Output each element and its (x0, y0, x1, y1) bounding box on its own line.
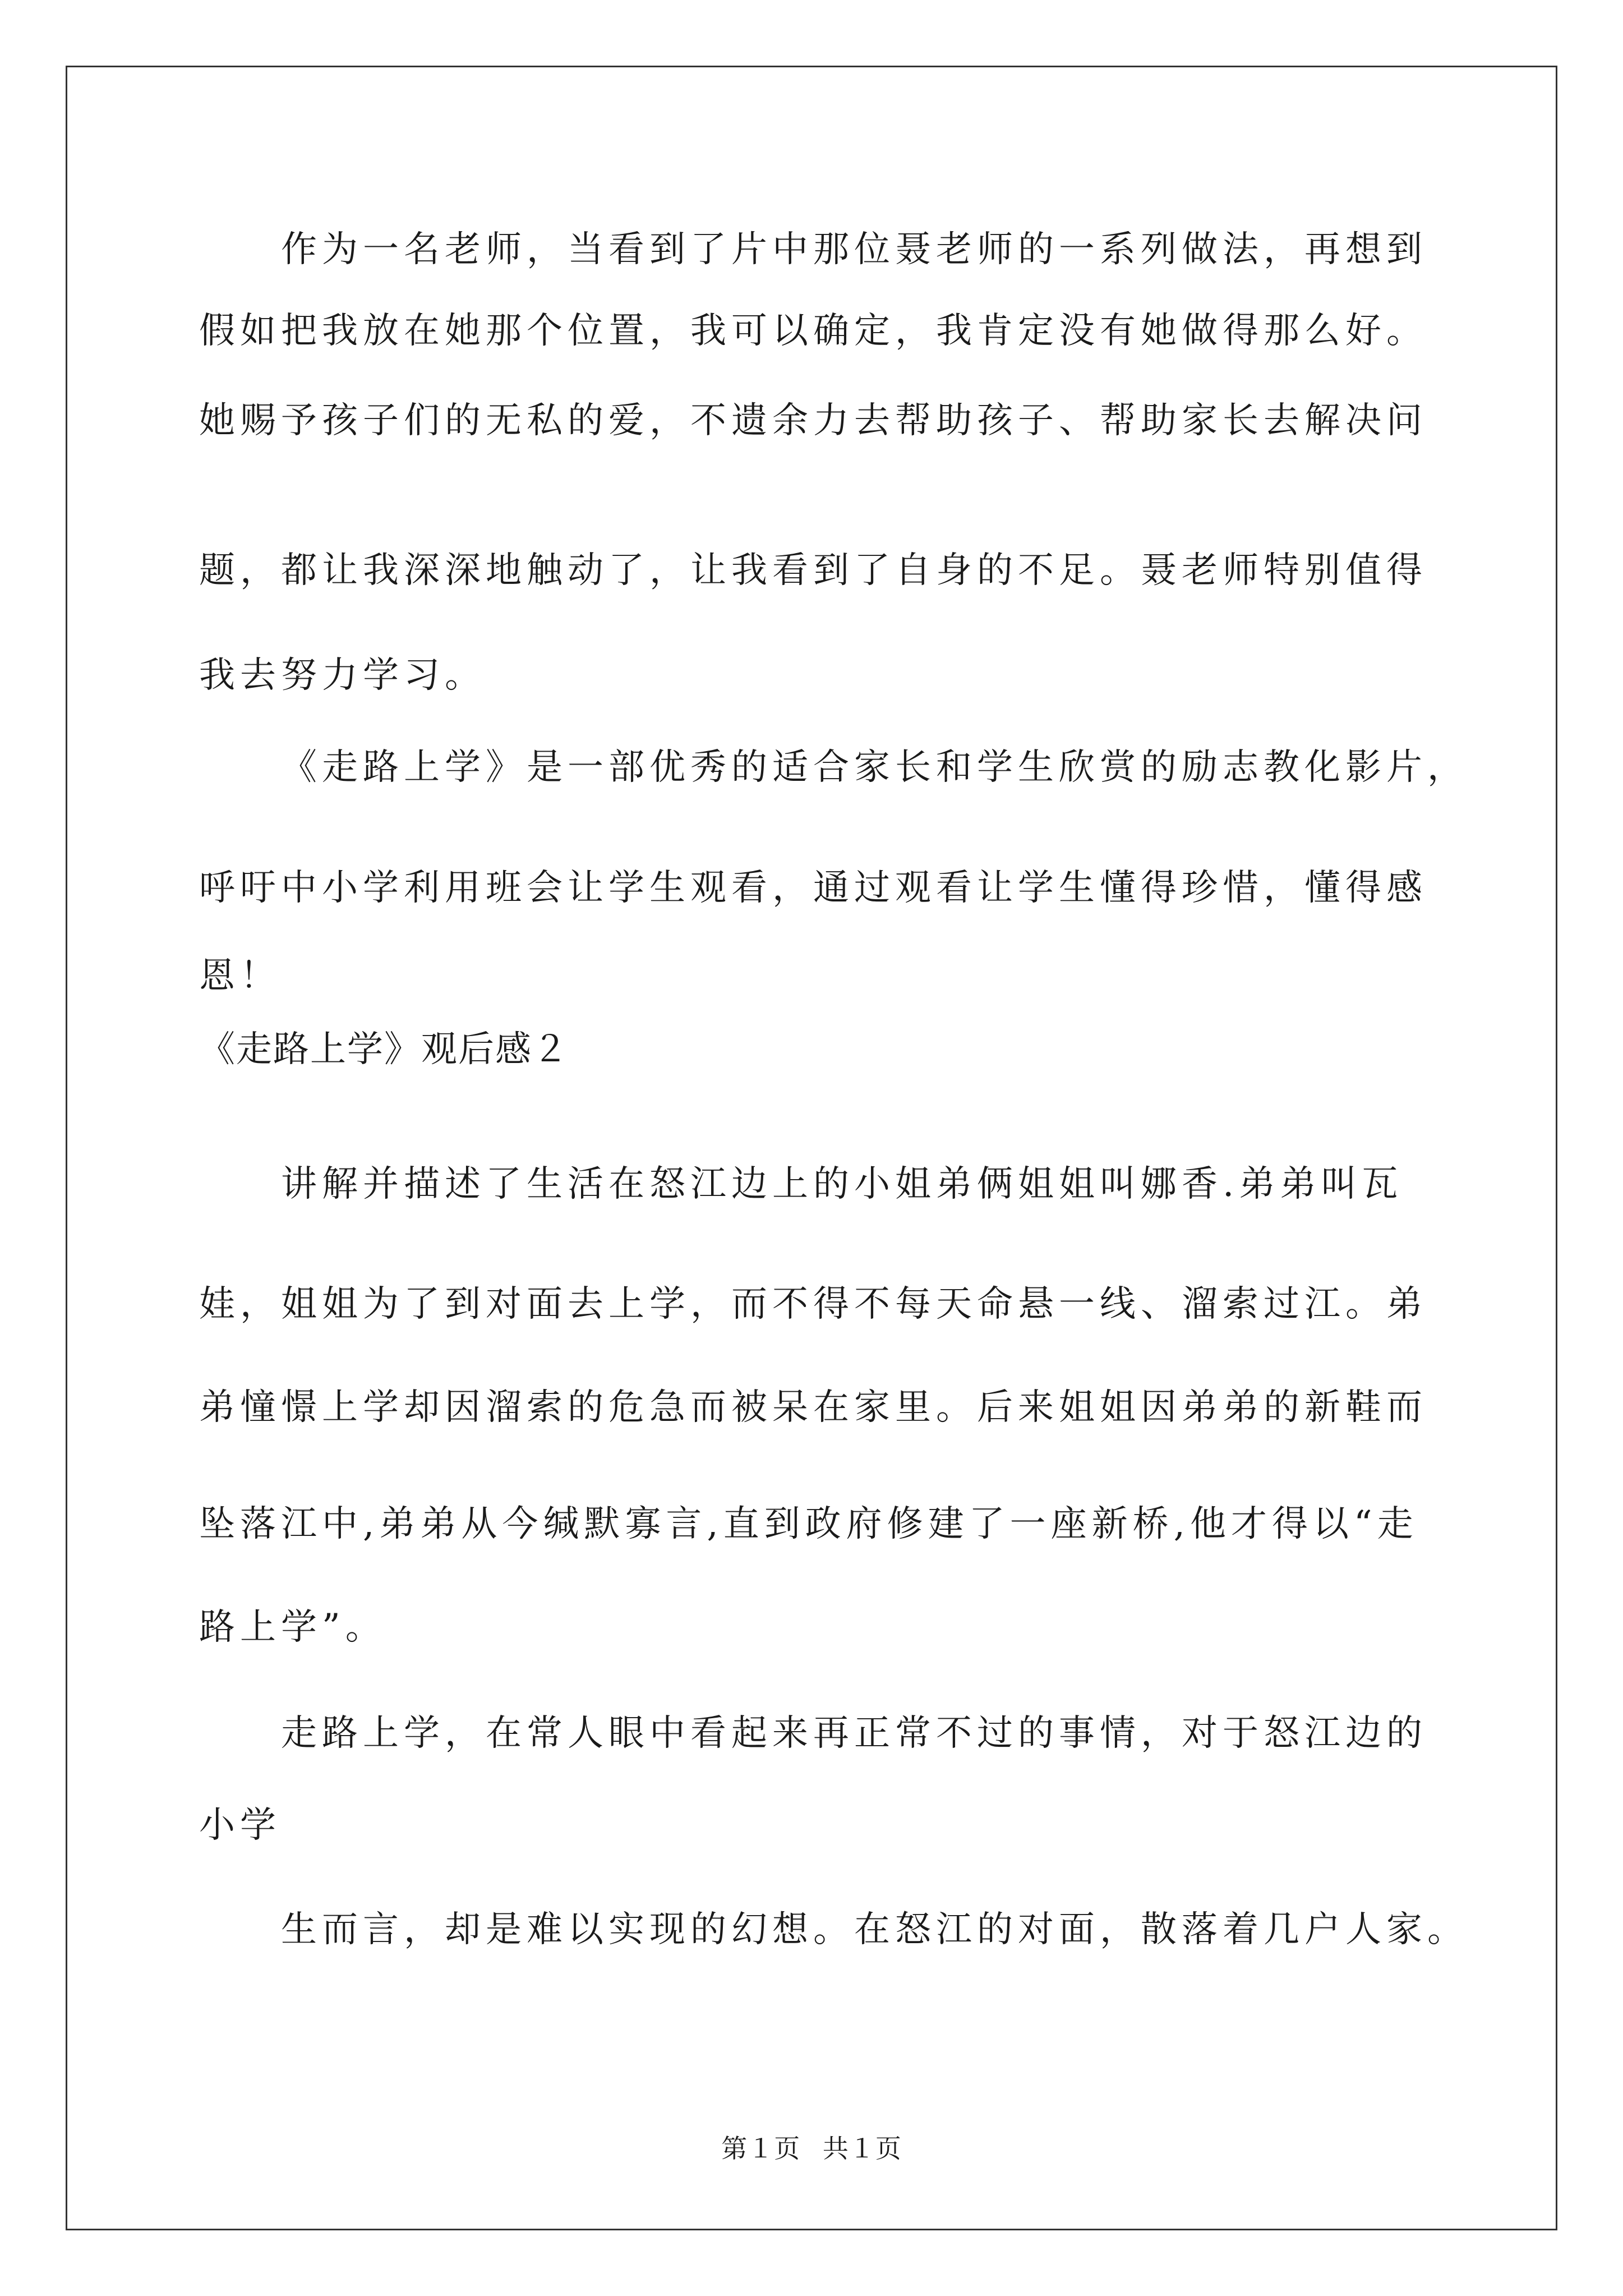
paragraph-2-line-2: 呼吁中小学利用班会让学生观看，通过观看让学生懂得珍惜，懂得感 (199, 867, 1427, 909)
paragraph-3-line-5: 路上学”。 (199, 1607, 386, 1648)
paragraph-1-line-5: 我去努力学习。 (199, 655, 486, 696)
paragraph-2-line-1: 《走路上学》是一部优秀的适合家长和学生欣赏的励志教化影片， (281, 747, 1468, 788)
page-footer (0, 2133, 1623, 2164)
paragraph-1-line-2: 假如把我放在她那个位置，我可以确定，我肯定没有她做得那么好。 (199, 310, 1427, 352)
paragraph-4-line-1: 走路上学，在常人眼中看起来再正常不过的事情，对于怒江边的 (281, 1713, 1427, 1754)
paragraph-1-line-3: 她赐予孩子们的无私的爱，不遗余力去帮助孩子、帮助家长去解决问 (199, 400, 1427, 441)
paragraph-3-line-2: 娃，姐姐为了到对面去上学，而不得不每天命悬一线、溜索过江。弟 (199, 1283, 1427, 1325)
paragraph-2-line-3: 恩！ (199, 955, 281, 997)
page-number-total: 共１页 (822, 2133, 902, 2164)
paragraph-3-line-4: 坠落江中,弟弟从今缄默寡言,直到政府修建了一座新桥,他才得以“走 (199, 1503, 1418, 1545)
page-border (66, 66, 1557, 2230)
paragraph-1-line-4: 题，都让我深深地触动了，让我看到了自身的不足。聂老师特别值得 (199, 550, 1427, 591)
section-heading: 《走路上学》观后感２ (199, 1029, 569, 1070)
page-number-current: 第１页 (721, 2133, 801, 2164)
paragraph-1-line-1: 作为一名老师，当看到了片中那位聂老师的一系列做法，再想到 (281, 229, 1427, 270)
paragraph-5-line-1: 生而言，却是难以实现的幻想。在怒江的对面，散落着几户人家。 (281, 1909, 1468, 1950)
paragraph-3-line-3: 弟憧憬上学却因溜索的危急而被呆在家里。后来姐姐因弟弟的新鞋而 (199, 1387, 1427, 1428)
paragraph-3-line-1: 讲解并描述了生活在怒江边上的小姐弟俩姐姐叫娜香.弟弟叫瓦 (281, 1163, 1403, 1205)
paragraph-4-line-2: 小学 (199, 1805, 281, 1846)
